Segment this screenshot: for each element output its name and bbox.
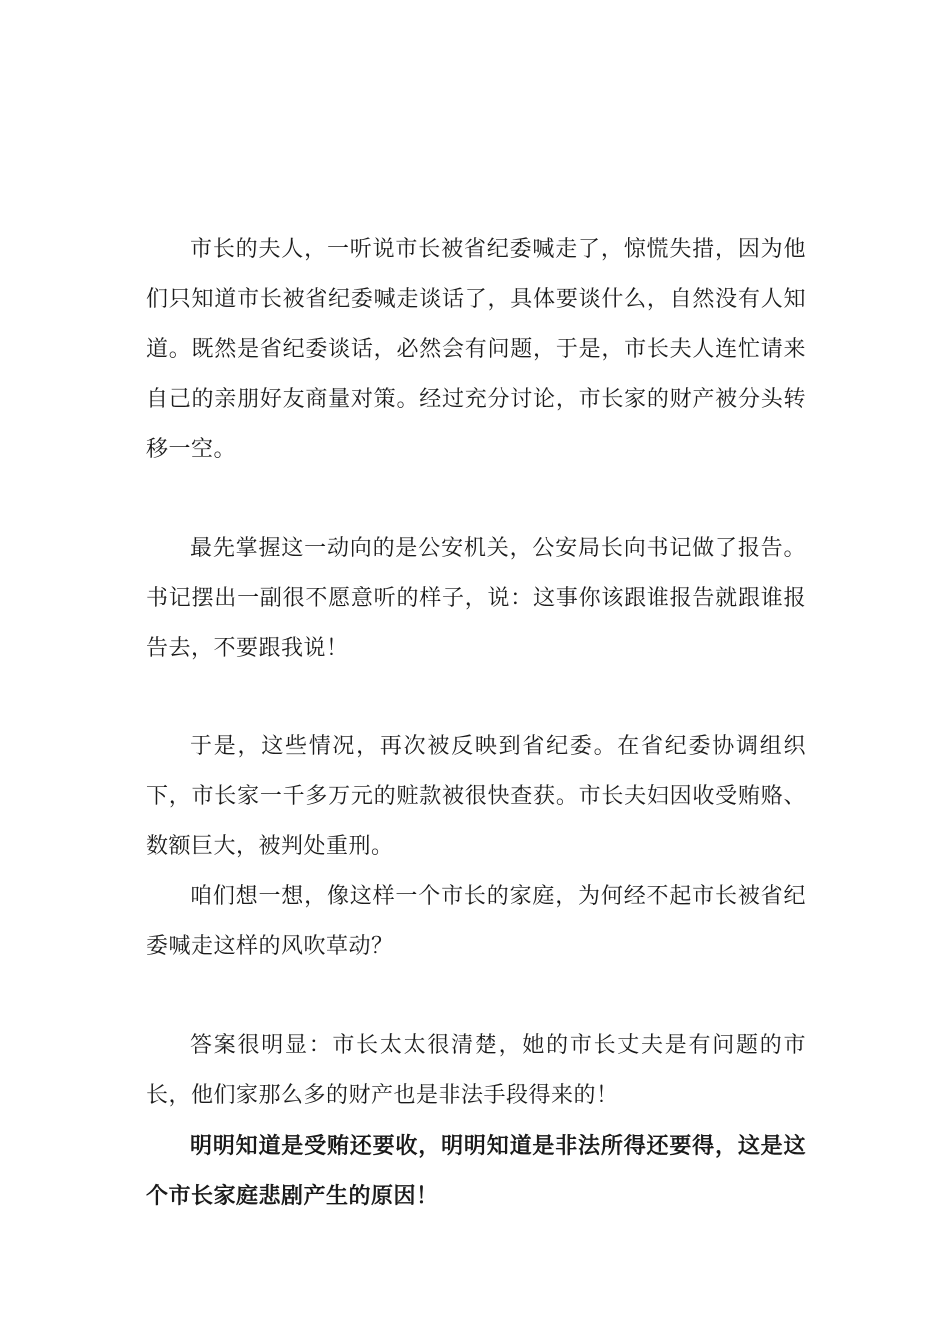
paragraph-3: 于是，这些情况，再次被反映到省纪委。在省纪委协调组织下，市长家一千多万元的赃款被很快查获。市长夫妇因收受贿赂、数额巨大，被判处重刑。: [146, 734, 806, 859]
paragraph-5: 答案很明显：市长太太很清楚，她的市长丈夫是有问题的市长，他们家那么多的财产也是非法手段得来的！: [146, 1033, 806, 1108]
text-block-1: [146, 225, 806, 475]
conclusion-paragraph: 明明知道是受贿还要收，明明知道是非法所得还要得，这是这个市长家庭悲剧产生的原因！: [146, 1133, 806, 1209]
paragraph-2: 最先掌握这一动向的是公安机关，公安局长向书记做了报告。书记摆出一副很不愿意听的样子，说：这事你该跟谁报告就跟谁报告去，不要跟我说！: [146, 536, 806, 661]
text-block-2: [146, 524, 806, 674]
text-block-3: [146, 722, 806, 972]
text-block-4: [146, 1021, 806, 1221]
paragraph-1: 市长的夫人，一听说市长被省纪委喊走了，惊慌失措，因为他们只知道市长被省纪委喊走谈话了，具体要谈什么，自然没有人知道。既然是省纪委谈话，必然会有问题，于是，市长夫人连忙请来自己的亲朋好友商量对策。经过充分讨论，市长家的财产被分头转移一空。: [146, 237, 806, 462]
paragraph-4: 咱们想一想，像这样一个市长的家庭，为何经不起市长被省纪委喊走这样的风吹草动？: [146, 884, 806, 959]
